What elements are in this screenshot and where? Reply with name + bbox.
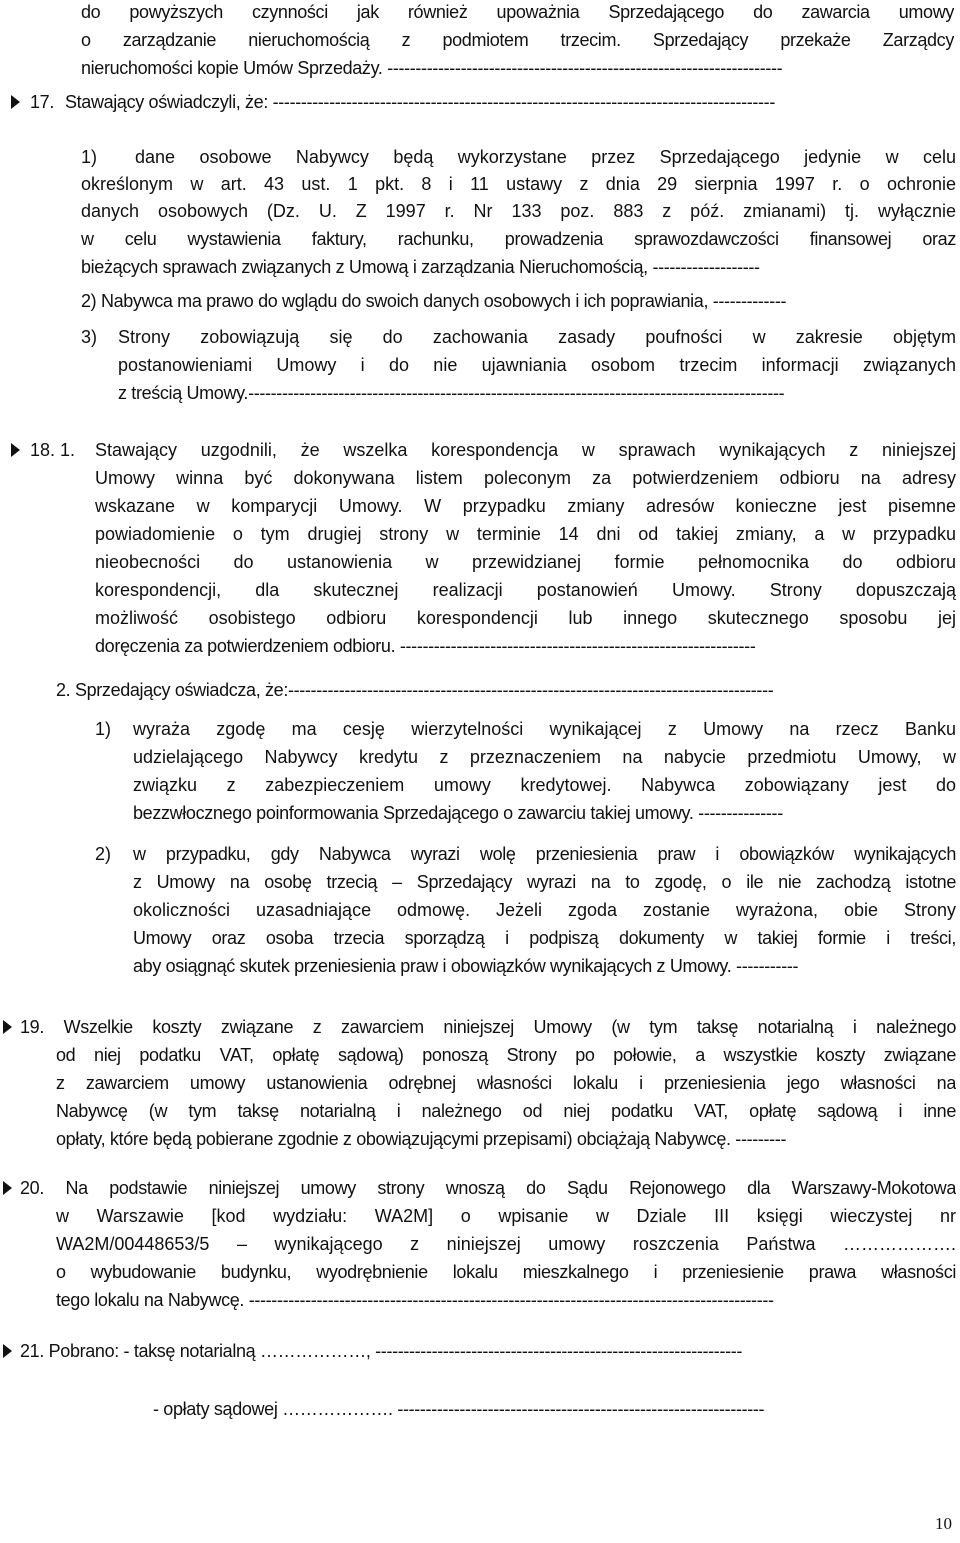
text-line: danych osobowych (Dz. U. Z 1997 r. Nr 133 poz. 883 z póź. zmianami) tj. wyłącznie (81, 201, 956, 221)
text-line: 21. Pobrano: - taksę notarialną ………………, ----------------------------------------------------------------- (20, 1341, 743, 1361)
text-line: od niej podatku VAT, opłatę sądową) ponoszą Strony po połowie, a wszystkie koszty związane (56, 1045, 956, 1065)
text-line: udzielającego Nabywcy kredytu z przeznaczeniem na nabycie przedmiotu Umowy, w (133, 747, 956, 767)
text-line: nieobecności do ustanowienia w przewidzianej formie pełnomocnika do odbioru (95, 552, 956, 572)
text-line: z Umowy na osobę trzecią – Sprzedający wyrazi na to zgodę, o ile nie zachodzą istotne (133, 872, 956, 892)
text-line: 20. Na podstawie niniejszej umowy strony wnoszą do Sądu Rejonowego dla Warszawy-Mokotowa (20, 1178, 956, 1198)
text-line: z zawarciem umowy ustanowienia odrębnej własności lokalu i przeniesienia jego własności na (56, 1073, 956, 1093)
text-line: o wybudowanie budynku, wyodrębnienie lokalu mieszkalnego i przeniesienie prawa własności (56, 1262, 956, 1282)
text-line: powiadomienie o tym drugiej strony w terminie 14 dni od takiej zmiany, a w przypadku (95, 524, 956, 544)
section-number: 17. (30, 92, 54, 112)
section-number: 18. 1. (30, 440, 76, 460)
text-line: korespondencji, dla skutecznej realizacji postanowień Umowy. Strony dopuszczają (95, 580, 956, 600)
text-line: wskazane w komparycji Umowy. W przypadku zmiany adresów konieczne jest pisemne (95, 496, 956, 516)
text-line: Stawający uzgodnili, że wszelka korespondencja w sprawach wynikających z niniejszej (95, 440, 956, 460)
section-marker-icon (11, 95, 20, 109)
text-line: bieżących sprawach związanych z Umową i zarządzania Nieruchomością, ------------------- (81, 257, 760, 277)
text-line: w Warszawie [kod wydziału: WA2M] o wpisanie w Dziale III księgi wieczystej nr (56, 1206, 956, 1226)
section-marker-icon (3, 1344, 12, 1358)
text-line: 2. Sprzedający oświadcza, że:-------------------------------------------------------------------------------------- (56, 680, 774, 700)
text-line: dane osobowe Nabywcy będą wykorzystane przez Sprzedającego jedynie w celu (135, 147, 956, 167)
page-number: 10 (935, 1514, 952, 1533)
text-line: okoliczności uzasadniające odmowę. Jeżeli zgoda zostanie wyrażona, obie Strony (133, 900, 956, 920)
text-line: postanowieniami Umowy i do nie ujawniania osobom trzecim informacji związanych (118, 355, 956, 375)
text-line: Nabywcę (w tym taksę notarialną i należnego od niej podatku VAT, opłatę sądową i inne (56, 1101, 956, 1121)
text-line: aby osiągnąć skutek przeniesienia praw i obowiązków wynikających z Umowy. ----------- (133, 956, 799, 976)
section-marker-icon (11, 443, 20, 457)
text-line: Strony zobowiązują się do zachowania zasady poufności w zakresie objętym (118, 327, 956, 347)
section-marker-icon (3, 1020, 12, 1034)
text-line: nieruchomości kopie Umów Sprzedaży. ---------------------------------------------------------------------- (81, 58, 783, 78)
text-line: związku z zabezpieczeniem umowy kredytowej. Nabywca zobowiązany jest do (133, 775, 956, 795)
text-line: w celu wystawienia faktury, rachunku, prowadzenia sprawozdawczości finansowej oraz (81, 229, 956, 249)
text-line: bezzwłocznego poinformowania Sprzedającego o zawarciu takiej umowy. --------------- (133, 803, 783, 823)
text-line: z treścią Umowy.----------------------------------------------------------------------------------------------- (118, 383, 785, 403)
text-line: do powyższych czynności jak również upoważnia Sprzedającego do zawarcia umowy (81, 2, 954, 22)
text-line: doręczenia za potwierdzeniem odbioru. --------------------------------------------------------------- (95, 636, 756, 656)
text-line: WA2M/00448653/5 – wynikającego z niniejszej umowy roszczenia Państwa ………………. (56, 1234, 956, 1254)
text-line: - opłaty sądowej ………………. ----------------------------------------------------------------- (153, 1399, 765, 1419)
text-line: Umowy oraz osoba trzecia sporządzą i podpiszą dokumenty w takiej formie i treści, (133, 928, 956, 948)
text-line: tego lokalu na Nabywcę. --------------------------------------------------------------------------------------------- (56, 1290, 774, 1310)
text-line: opłaty, które będą pobierane zgodnie z obowiązującymi przepisami) obciążają Nabywcę. --------- (56, 1129, 787, 1149)
item-number: 1) (81, 147, 98, 167)
text-line: w przypadku, gdy Nabywca wyrazi wolę przeniesienia praw i obowiązków wynikających (133, 844, 956, 864)
text-line: 19. Wszelkie koszty związane z zawarciem niniejszej Umowy (w tym taksę notarialną i należnego (20, 1017, 956, 1037)
section-heading: Stawający oświadczyli, że: ----------------------------------------------------------------------------------------- (65, 92, 775, 112)
item-number: 3) (81, 327, 98, 347)
section-marker-icon (3, 1181, 12, 1195)
text-line: o zarządzanie nieruchomością z podmiotem trzecim. Sprzedający przekaże Zarządcy (81, 30, 954, 50)
text-line: 2) Nabywca ma prawo do wglądu do swoich danych osobowych i ich poprawiania, ------------- (81, 291, 787, 311)
text-line: wyraża zgodę ma cesję wierzytelności wynikającej z Umowy na rzecz Banku (133, 719, 956, 739)
text-line: określonym w art. 43 ust. 1 pkt. 8 i 11 ustawy z dnia 29 sierpnia 1997 r. o ochronie (81, 174, 956, 194)
item-number: 1) (95, 719, 112, 739)
text-line: Umowy winna być dokonywana listem poleconym za potwierdzeniem odbioru na adresy (95, 468, 956, 488)
item-number: 2) (95, 844, 112, 864)
text-line: możliwość osobistego odbioru korespondencji lub innego skutecznego sposobu jej (95, 608, 956, 628)
